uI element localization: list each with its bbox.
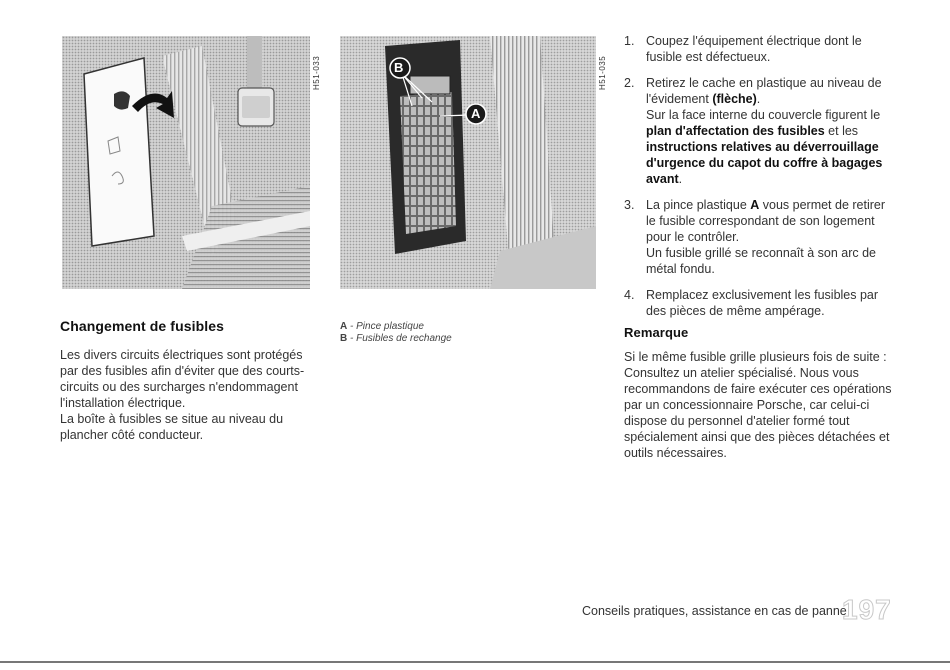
step-text-part: .: [678, 172, 683, 186]
remark-text: Si le même fusible grille plusieurs fois de suite : Consultez un atelier spécialisé. Nous vous recommandons de faire exécuter ces opérations par un concessionnaire Porsche, car celui-ci dispose du personnel d'atelier formé tout spécialement ainsi que des pièces détachées et outils nécessaires.: [624, 350, 892, 460]
label-a-marker: A: [471, 106, 481, 121]
label-b-marker: B: [394, 60, 404, 75]
step-item: [624, 75, 892, 187]
step-text: Remplacez exclusivement les fusibles par des pièces de même ampérage.: [646, 288, 879, 318]
step-text-part: .: [756, 92, 761, 106]
section-heading: Changement de fusibles: [60, 318, 225, 334]
step-text-part: Sur la face interne du couvercle figurent le: [646, 108, 881, 122]
step-number: 4.: [624, 288, 635, 302]
figure-left-ref: H51-033: [312, 55, 321, 90]
step-text: Coupez l'équipement électrique dont le fusible est défectueux.: [646, 34, 862, 64]
step-number: 3.: [624, 198, 635, 212]
step-number: 1.: [624, 34, 635, 48]
caption-line-a: [340, 321, 540, 333]
step-subtext: [646, 107, 892, 187]
figure-fuse-cover: [62, 36, 310, 289]
step-text: [646, 75, 892, 107]
illustration-fuse-box: [340, 36, 596, 289]
figure-caption: [340, 321, 540, 345]
section-paragraph-1: Les divers circuits électriques sont protégés par des fusibles afin d'éviter que des courts-circuits ou des surcharges n'endommagent l'installation électrique.: [60, 348, 305, 410]
steps-list: [624, 33, 892, 329]
step-text-bold: (flèche): [712, 92, 757, 106]
step-text-part: vous permet de retirer le fusible correspondant de son logement pour le contrôler.: [646, 198, 886, 244]
caption-key-b: B: [340, 333, 348, 344]
figure-fuse-box: [340, 36, 596, 289]
step-text-part: La pince plastique: [646, 198, 751, 212]
step-item: [624, 287, 892, 319]
step-text-bold: instructions relatives au déverrouillage d'urgence du capot du coffre à bagages avant: [646, 140, 883, 186]
caption-text-a: - Pince plastique: [347, 321, 424, 332]
page-number: 197: [842, 594, 892, 625]
step-text-part: Retirez le cache en plastique au niveau de l'évidement: [646, 76, 882, 106]
caption-text-b: - Fusibles de rechange: [347, 333, 452, 344]
step-item: [624, 197, 892, 277]
step-item: [624, 33, 892, 65]
bottom-rule: [0, 661, 950, 663]
step-text-bold: plan d'affectation des fusibles: [646, 124, 825, 138]
step-subtext: Un fusible grillé se reconnaît à son arc de métal fondu.: [646, 246, 876, 276]
caption-key-a: A: [340, 321, 348, 332]
footer-chapter: Conseils pratiques, assistance en cas de panne: [582, 604, 847, 618]
step-text-part: et les: [824, 124, 859, 138]
caption-line-b: [340, 333, 540, 345]
step-text-bold: A: [750, 198, 760, 212]
step-text: [646, 197, 892, 245]
step-number: 2.: [624, 76, 635, 90]
remark-heading: Remarque: [624, 325, 689, 340]
section-paragraph-2: La boîte à fusibles se situe au niveau du plancher côté conducteur.: [60, 412, 284, 442]
illustration-fuse-cover: [62, 36, 310, 289]
figure-mid-ref: H51-035: [598, 55, 607, 90]
